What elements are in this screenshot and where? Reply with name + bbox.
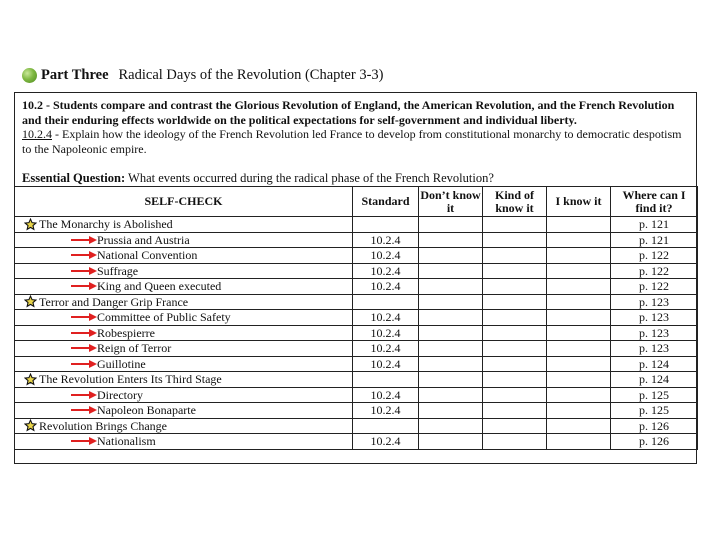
subtopic-item [15,279,352,293]
row-label-cell [15,325,353,341]
standard-cell: 10.2.4 [353,279,419,295]
row-label: National Convention [97,248,198,263]
red-arrow-icon [71,406,97,414]
table-header-row [15,187,698,217]
row-label-cell [15,372,353,388]
row-label: The Monarchy is Abolished [39,217,173,232]
kind-of-cell[interactable] [483,232,547,248]
row-label-cell [15,434,353,450]
star-icon [24,419,37,432]
table-row [15,325,698,341]
dont-know-cell[interactable] [419,279,483,295]
i-know-cell[interactable] [547,356,611,372]
page-cell: p. 122 [611,279,698,295]
standard-cell [353,294,419,310]
page-cell: p. 126 [611,434,698,450]
row-label-cell [15,356,353,372]
kind-of-cell[interactable] [483,217,547,233]
standards-text [22,98,692,156]
standard-10-2: 10.2 - Students compare and contrast the Glorious Revolution of England, the American Revolution, and the French Revolution and their enduring effects worldwide on the political expectations for self-government and individual liberty. [22,98,675,127]
row-label-cell [15,294,353,310]
standard-10-2-4: 10.2.4 - Explain how the ideology of the French Revolution led France to develop from constitutional monarchy to democratic despotism to the Napoleonic empire. [22,127,682,156]
header-standard: Standard [353,187,419,217]
kind-of-cell[interactable] [483,387,547,403]
subtopic-item [15,434,352,448]
dont-know-cell[interactable] [419,356,483,372]
page-cell: p. 124 [611,356,698,372]
page-cell: p. 122 [611,248,698,264]
kind-of-cell[interactable] [483,341,547,357]
topic-heading [15,419,352,433]
header-self-check: SELF-CHECK [15,187,353,217]
header-kind-of: Kind of know it [483,187,547,217]
essential-question: Essential Question: What events occurred during the radical phase of the French Revolution? [22,171,494,185]
i-know-cell[interactable] [547,372,611,388]
topic-heading [15,372,352,386]
page-cell: p. 125 [611,403,698,419]
dont-know-cell[interactable] [419,418,483,434]
table-row [15,294,698,310]
dont-know-cell[interactable] [419,217,483,233]
table-row [15,310,698,326]
standard-cell: 10.2.4 [353,387,419,403]
dont-know-cell[interactable] [419,403,483,419]
row-label-cell [15,341,353,357]
subtopic-item [15,341,352,355]
page-cell: p. 123 [611,325,698,341]
table-row [15,232,698,248]
standard-cell [353,372,419,388]
row-label: Reign of Terror [97,341,172,356]
red-arrow-icon [71,267,97,275]
table-row [15,356,698,372]
green-bullet-icon [22,68,37,83]
row-label: Robespierre [97,325,155,340]
dont-know-cell[interactable] [419,434,483,450]
page-cell: p. 122 [611,263,698,279]
standard-cell: 10.2.4 [353,310,419,326]
dont-know-cell[interactable] [419,263,483,279]
page-cell: p. 125 [611,387,698,403]
kind-of-cell[interactable] [483,372,547,388]
star-icon [24,218,37,231]
i-know-cell[interactable] [547,310,611,326]
row-label: Prussia and Austria [97,232,190,247]
i-know-cell[interactable] [547,418,611,434]
page-cell: p. 124 [611,372,698,388]
table-row [15,248,698,264]
row-label-cell [15,387,353,403]
subtopic-item [15,310,352,324]
dont-know-cell[interactable] [419,232,483,248]
dont-know-cell[interactable] [419,387,483,403]
row-label: Directory [97,387,143,402]
table-row [15,217,698,233]
standard-cell: 10.2.4 [353,403,419,419]
dont-know-cell[interactable] [419,372,483,388]
dont-know-cell[interactable] [419,294,483,310]
subtopic-item [15,248,352,262]
i-know-cell[interactable] [547,341,611,357]
dont-know-cell[interactable] [419,325,483,341]
i-know-cell[interactable] [547,403,611,419]
table-row [15,263,698,279]
star-icon [24,373,37,386]
standard-cell: 10.2.4 [353,248,419,264]
standard-cell [353,418,419,434]
i-know-cell[interactable] [547,232,611,248]
i-know-cell[interactable] [547,294,611,310]
row-label: Committee of Public Safety [97,310,231,325]
standard-cell: 10.2.4 [353,434,419,450]
table-row [15,387,698,403]
kind-of-cell[interactable] [483,279,547,295]
kind-of-cell[interactable] [483,325,547,341]
standard-cell: 10.2.4 [353,325,419,341]
row-label: Revolution Brings Change [39,418,167,433]
row-label: Guillotine [97,356,146,371]
subtopic-item [15,388,352,402]
row-label-cell [15,263,353,279]
row-label: Nationalism [97,434,156,449]
kind-of-cell[interactable] [483,403,547,419]
row-label-cell [15,248,353,264]
i-know-cell[interactable] [547,434,611,450]
subtopic-item [15,233,352,247]
i-know-cell[interactable] [547,217,611,233]
standard-cell: 10.2.4 [353,263,419,279]
i-know-cell[interactable] [547,387,611,403]
row-label: Napoleon Bonaparte [97,403,196,418]
standard-cell: 10.2.4 [353,341,419,357]
header-i-know: I know it [547,187,611,217]
kind-of-cell[interactable] [483,263,547,279]
row-label: King and Queen executed [97,279,222,294]
red-arrow-icon [71,313,97,321]
page-cell: p. 123 [611,294,698,310]
dont-know-cell[interactable] [419,310,483,326]
row-label: Suffrage [97,263,139,278]
page-cell: p. 126 [611,418,698,434]
subtopic-item [15,264,352,278]
row-label-cell [15,232,353,248]
header-where: Where can I find it? [611,187,698,217]
dont-know-cell[interactable] [419,341,483,357]
row-label-cell [15,279,353,295]
red-arrow-icon [71,437,97,445]
subtopic-item [15,326,352,340]
title-part: Part Three [41,66,109,83]
i-know-cell[interactable] [547,325,611,341]
self-check-table [14,186,698,450]
row-label: The Revolution Enters Its Third Stage [39,372,222,387]
kind-of-cell[interactable] [483,434,547,450]
i-know-cell[interactable] [547,279,611,295]
row-label: Terror and Danger Grip France [39,294,189,309]
i-know-cell[interactable] [547,248,611,264]
page-cell: p. 121 [611,232,698,248]
page-title [22,64,383,86]
red-arrow-icon [71,251,97,259]
row-label-cell [15,310,353,326]
red-arrow-icon [71,329,97,337]
kind-of-cell[interactable] [483,248,547,264]
page-cell: p. 123 [611,341,698,357]
red-arrow-icon [71,282,97,290]
table-row [15,372,698,388]
table-row [15,434,698,450]
title-name: Radical Days of the Revolution (Chapter 3-3) [118,66,384,83]
dont-know-cell[interactable] [419,248,483,264]
table-row [15,279,698,295]
row-label-cell [15,217,353,233]
row-label-cell [15,418,353,434]
page-cell: p. 121 [611,217,698,233]
row-label-cell [15,403,353,419]
kind-of-cell[interactable] [483,310,547,326]
red-arrow-icon [71,236,97,244]
kind-of-cell[interactable] [483,356,547,372]
standard-cell: 10.2.4 [353,232,419,248]
subtopic-item [15,357,352,371]
kind-of-cell[interactable] [483,418,547,434]
star-icon [24,295,37,308]
table-row [15,418,698,434]
table-row [15,341,698,357]
red-arrow-icon [71,344,97,352]
red-arrow-icon [71,391,97,399]
kind-of-cell[interactable] [483,294,547,310]
red-arrow-icon [71,360,97,368]
standard-cell: 10.2.4 [353,356,419,372]
standard-cell [353,217,419,233]
header-dont-know: Don’t know it [420,187,481,215]
table-row [15,403,698,419]
topic-heading [15,217,352,231]
page-cell: p. 123 [611,310,698,326]
i-know-cell[interactable] [547,263,611,279]
subtopic-item [15,403,352,417]
topic-heading [15,295,352,309]
